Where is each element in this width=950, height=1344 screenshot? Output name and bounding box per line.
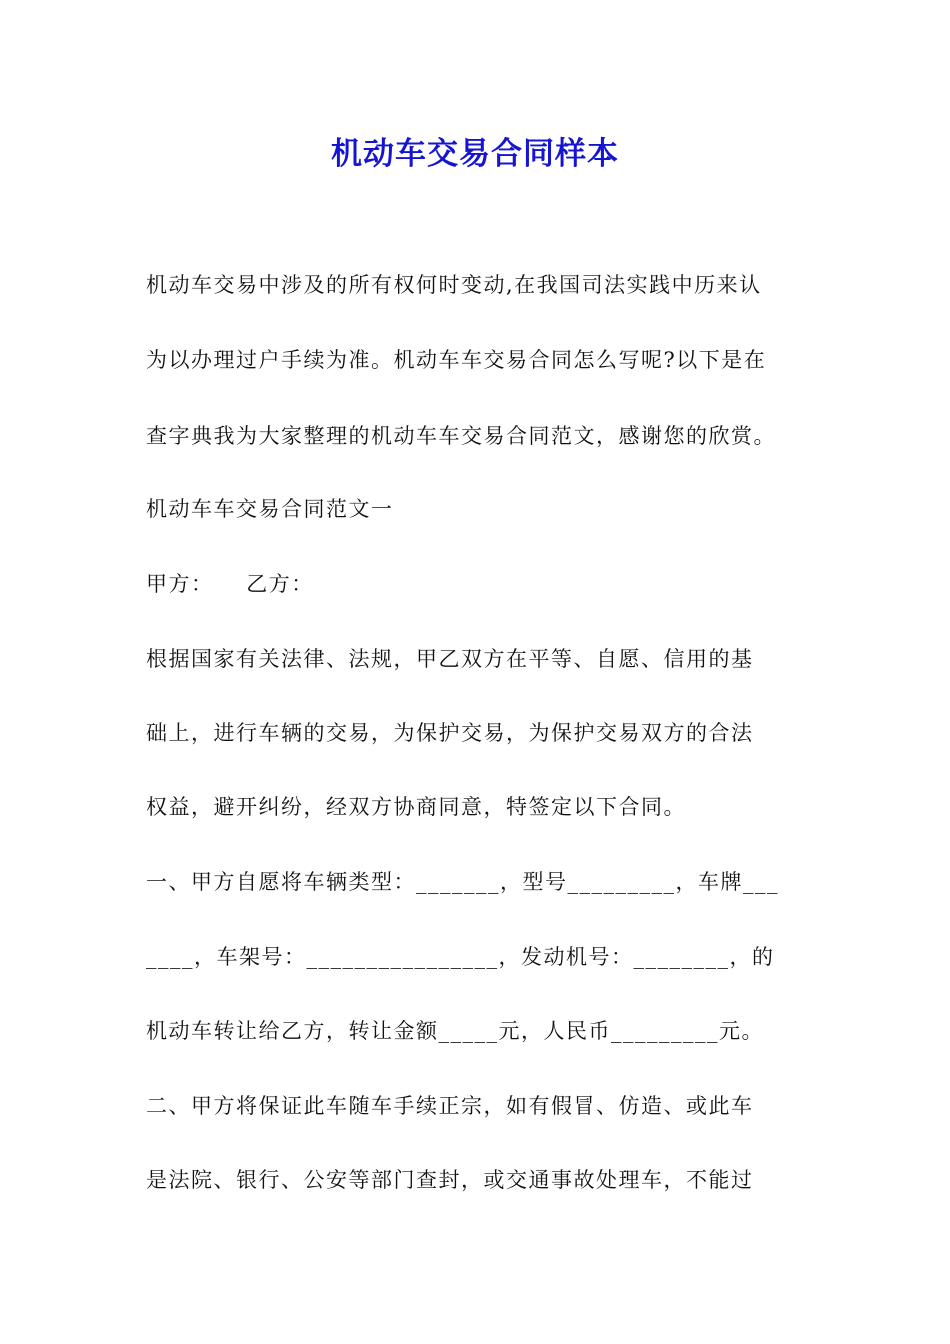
paragraph-line: 权益，避开纠纷，经双方协商同意，特签定以下合同。 [146,795,686,819]
paragraph-line: 为以办理过户手续为准。机动车车交易合同怎么写呢?以下是在 [146,348,767,372]
paragraph-line: 查字典我为大家整理的机动车车交易合同范文，感谢您的欣赏。 [146,424,776,448]
section-heading: 机动车车交易合同范文一 [146,497,394,521]
clause-line: ____，车架号：________________，发动机号：________，的 [146,945,775,969]
paragraph-line: 机动车交易中涉及的所有权何时变动,在我国司法实践中历来认 [146,273,762,297]
parties-line: 甲方： 乙方： [146,572,314,596]
clause-line: 机动车转让给乙方，转让金额_____元，人民币_________元。 [146,1019,764,1043]
clause-line: 一、甲方自愿将车辆类型：_______，型号_________，车牌___ [146,870,779,894]
clause-line: 是法院、银行、公安等部门查封，或交通事故处理车，不能过 [146,1168,754,1192]
document-title: 机动车交易合同样本 [331,136,619,172]
clause-line: 二、甲方将保证此车随车手续正宗，如有假冒、仿造、或此车 [146,1094,754,1118]
paragraph-line: 根据国家有关法律、法规，甲乙双方在平等、自愿、信用的基 [146,647,754,671]
paragraph-line: 础上，进行车辆的交易，为保护交易，为保护交易双方的合法 [146,721,754,745]
